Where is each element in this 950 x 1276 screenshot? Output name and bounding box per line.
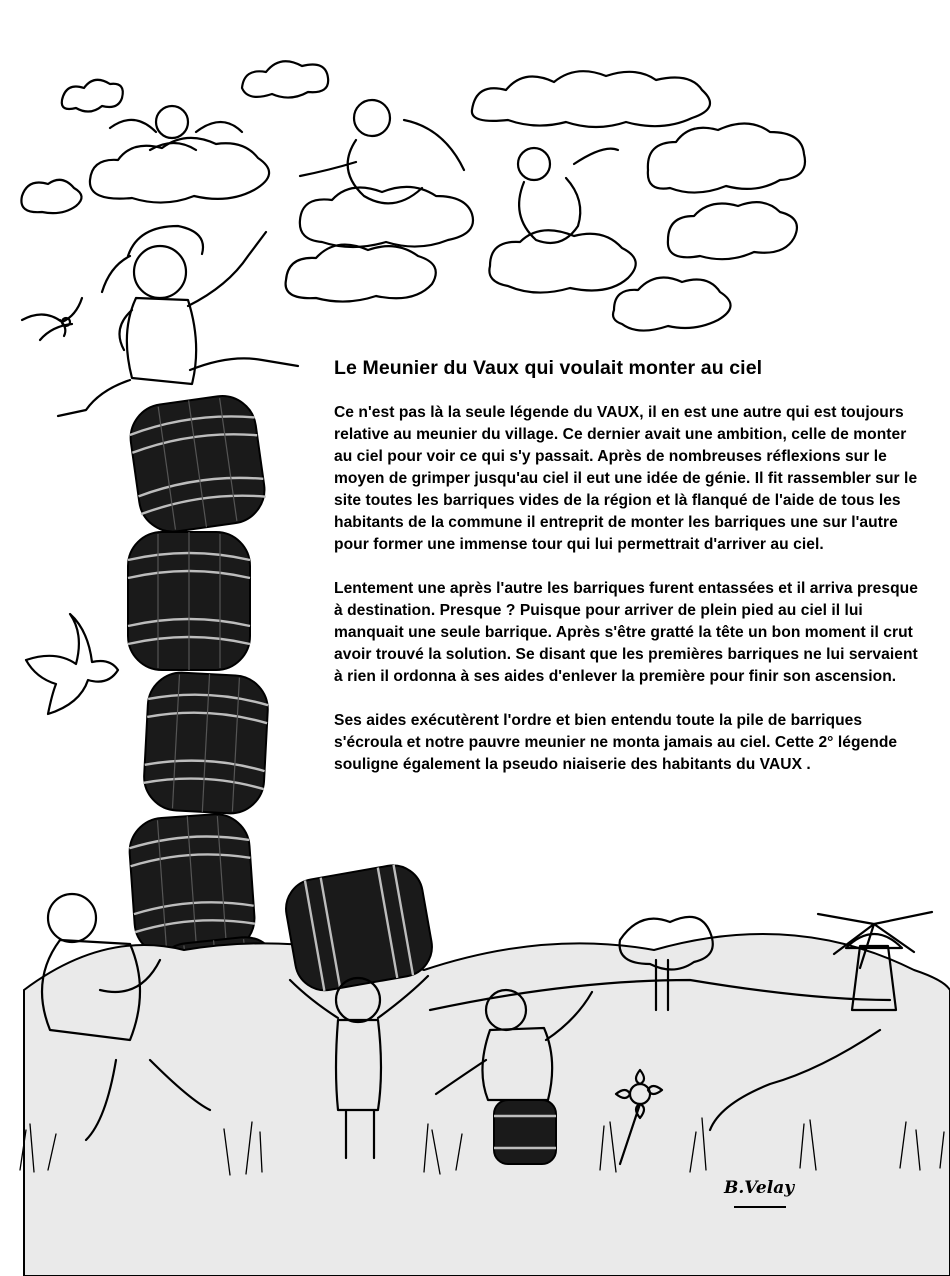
cloud-icon <box>668 202 797 259</box>
bird-icon <box>22 298 82 340</box>
artist-signature: B.Velay <box>724 1178 795 1198</box>
cherub-icon <box>518 148 618 243</box>
cloud-icon <box>613 278 731 331</box>
signature-underline <box>734 1206 786 1208</box>
barrel-icon <box>128 532 250 670</box>
cloud-icon <box>286 245 436 302</box>
cloud-icon <box>90 138 269 203</box>
page-title: Le Meunier du Vaux qui voulait monter au ciel <box>334 357 763 379</box>
legend-article <box>334 357 924 798</box>
cloud-icon <box>62 80 123 112</box>
cherub-icon <box>300 100 464 203</box>
barrel-icon <box>142 671 269 815</box>
paragraph: Ses aides exécutèrent l'ordre et bien entendu toute la pile de barriques s'écroula et notre pauvre meunier ne monta jamais au ciel. Cette 2° légende souligne également la pseudo niaiserie des habitants du VAUX . <box>334 712 898 773</box>
barrel-icon <box>127 812 256 958</box>
barrel-icon <box>126 392 269 536</box>
miller-figure <box>58 226 298 416</box>
cloud-icon <box>21 180 81 213</box>
cloud-icon <box>648 123 805 192</box>
paragraph: Ce n'est pas là la seule légende du VAUX, il en est une autre qui est toujours relative au meunier du village. Ce dernier avait une ambition, celle de monter au ciel pour voir ce qui s'y passait. Après de nombreuses réflexions sur le moyen de grimper jusqu'au ciel il eut une idée de génie. Il fit rassembler sur le site toutes les barriques vides de la région et là flanqué de l'aide de tous les habitants de la commune il entreprit de monter les barriques une sur l'autre pour former une immense tour qui lui permettrait d'arriver au ciel. <box>334 404 918 553</box>
paragraph: Lentement une après l'autre les barriques furent entassées et il arriva presque à destination. Presque ? Puisque pour arriver de plein pied au ciel il lui manquait une seule barrique. Après s'être gratté la tête un bon moment il crut avoir trouvé la solution. Se disant que les premières barriques ne lui servaient à rien il ordonna à ses aides d'enlever la première pour finir son ascension. <box>334 580 918 685</box>
bird-icon <box>26 614 118 714</box>
barrel-icon <box>281 861 436 995</box>
cloud-icon <box>472 71 710 127</box>
cloud-icon <box>300 187 473 247</box>
hills <box>24 934 950 1276</box>
cloud-icon <box>242 61 328 97</box>
